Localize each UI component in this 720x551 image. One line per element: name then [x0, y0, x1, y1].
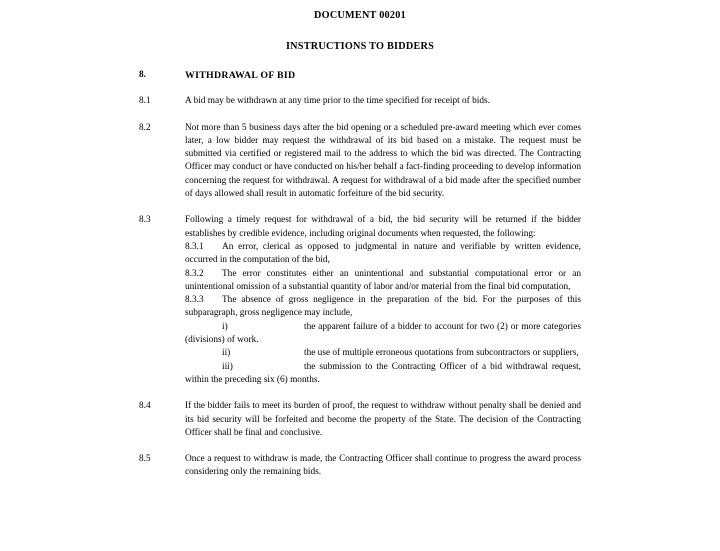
clause-roman-i: [139, 321, 581, 348]
clause-text: Following a timely request for withdrawal of a bid, the bid security will be returned if the bidder establishes by credible evidence, including original documents when requested, the following:: [185, 215, 581, 239]
clause-8-4: [139, 400, 581, 440]
clause-text: A bid may be withdrawn at any time prior to the time specified for receipt of bids.: [185, 96, 490, 107]
section-title-text: WITHDRAWAL OF BID: [185, 70, 296, 81]
clause-8-1: [139, 95, 581, 108]
clause-number: i): [222, 321, 228, 332]
clause-text: Not more than 5 business days after the bid opening or a scheduled pre-award meeting which ever comes later, a low bidder may request the withdrawal of its bid based on a mistake. The request must be submitted via certified or registered mail to the address to which the bid was directed. The Contracting Officer may conduct or have conducted on his/her behalf a fact-finding proceeding to develop information concerning the request for withdrawal. A request for withdrawal of a bid made after the specified number of days allowed shall result in automatic forfeiture of the bid security.: [185, 122, 581, 200]
clause-8-3-2: [139, 268, 581, 295]
spacer: [139, 201, 581, 214]
clause-text: Once a request to withdraw is made, the Contracting Officer shall continue to progress the award process considering only the remaining bids.: [185, 454, 581, 478]
clause-roman-ii: [139, 347, 581, 360]
clause-text: the submission to the Contracting Officer of a bid withdrawal request, within the preceding six (6) months.: [185, 361, 581, 385]
clause-text: the use of multiple erroneous quotations from subcontractors or suppliers,: [304, 348, 579, 359]
clause-text: If the bidder fails to meet its burden of proof, the request to withdraw without penalty shall be denied and its bid security will be forfeited and become the property of the State. The decision of the Contracting Officer shall be final and conclusive.: [185, 401, 581, 438]
clause-number: iii): [222, 361, 233, 372]
document-title-heading: INSTRUCTIONS TO BIDDERS: [285, 41, 435, 53]
clause-8-3: [139, 214, 581, 241]
clause-number: 8.3.1: [185, 241, 204, 252]
clause-8-2: [139, 122, 581, 202]
clause-number: 8.1: [139, 96, 151, 107]
clause-text: The error constitutes either an unintentional and substantial computational error or an unintentional omission of a substantial quantity of labor and/or material from the final bid computation,: [185, 268, 581, 292]
document-body: [139, 69, 581, 480]
document-page: [0, 11, 720, 551]
clause-number: ii): [222, 348, 231, 359]
spacer: [139, 109, 581, 122]
clause-text: The absence of gross negligence in the preparation of the bid. For the purposes of this subparagraph, gross negligence may include,: [185, 295, 581, 319]
clause-number: 8.3.2: [185, 268, 204, 279]
section-number: 8.: [139, 70, 146, 80]
clause-number: 8.3.3: [185, 295, 204, 306]
spacer: [139, 82, 581, 95]
clause-8-3-3: [139, 294, 581, 321]
section-heading: [139, 69, 581, 82]
clause-number: 8.5: [139, 454, 151, 465]
clause-8-3-1: [139, 241, 581, 268]
clause-number: 8.2: [139, 122, 151, 133]
clause-8-5: [139, 453, 581, 480]
clause-text: An error, clerical as opposed to judgmental in nature and verifiable by written evidence, occurred in the computation of the bid,: [185, 241, 581, 266]
clause-text: the apparent failure of a bidder to account for two (2) or more categories (divisions) of work.: [185, 321, 581, 346]
spacer: [139, 440, 581, 453]
document-number-heading: DOCUMENT 00201: [314, 10, 406, 21]
clause-number: 8.4: [139, 401, 151, 412]
clause-number: 8.3: [139, 215, 151, 226]
clause-roman-iii: [139, 361, 581, 388]
spacer: [139, 387, 581, 400]
